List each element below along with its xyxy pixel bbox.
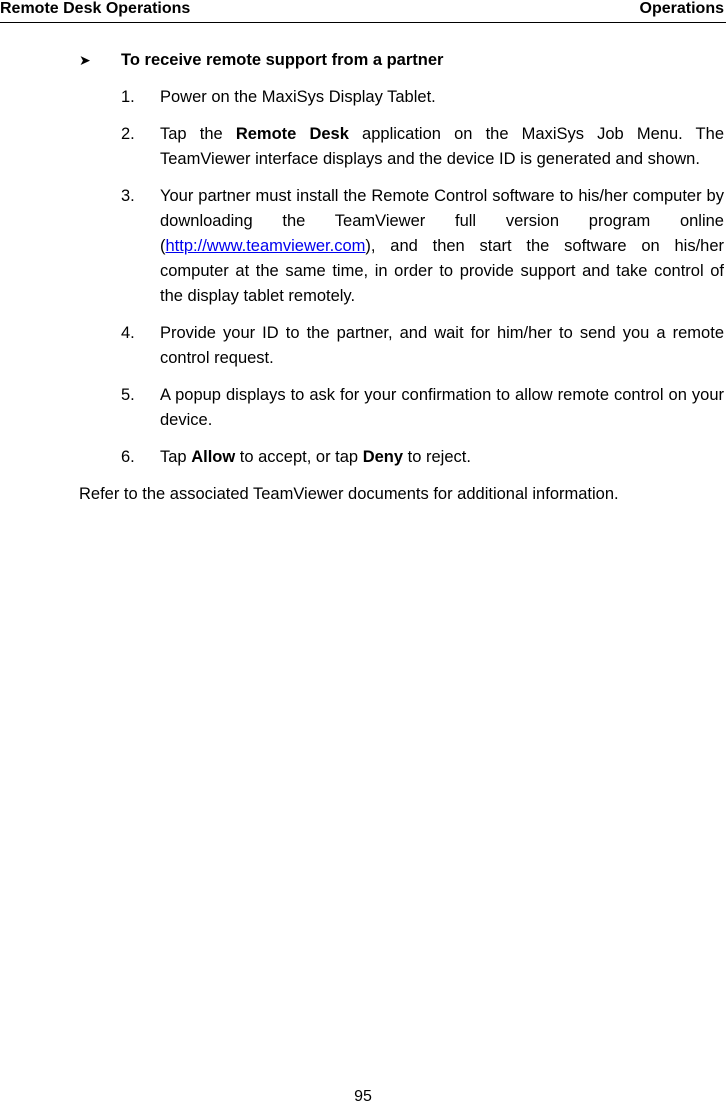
step-item [0, 85, 726, 110]
section-heading-text: To receive remote support from a partner [121, 51, 444, 69]
step-text [160, 321, 724, 371]
step-text-span: ), and then start the software on his/her computer at the same time, in order to provide support and take control of the display tablet remotely. [160, 237, 724, 305]
header-section-title: Remote Desk Operations [0, 0, 191, 17]
teamviewer-link[interactable]: http://www.teamviewer.com [165, 237, 366, 255]
closing-paragraph: Refer to the associated TeamViewer documents for additional information. [79, 485, 619, 503]
page-header [0, 0, 726, 23]
step-item [0, 321, 726, 371]
step-text-span: Tap the [160, 125, 236, 143]
step-text [160, 184, 724, 309]
step-text [160, 383, 724, 433]
step-number: 6. [121, 448, 135, 466]
step-number: 1. [121, 88, 135, 106]
step-text-span: application on the MaxiSys Job Menu. The TeamViewer interface displays and the device ID is generated and shown. [160, 125, 724, 168]
step-text-span: to accept, or tap [235, 448, 363, 466]
step-item [0, 184, 726, 309]
allow-term: Allow [191, 448, 236, 466]
header-chapter-title: Operations [639, 0, 724, 17]
step-text-span: Tap [160, 448, 192, 466]
step-item [0, 383, 726, 433]
step-text-span: Provide your ID to the partner, and wait for him/her to send you a remote control request. [160, 324, 724, 367]
deny-term: Deny [362, 448, 404, 466]
step-text [160, 85, 724, 110]
steps-list [0, 85, 726, 470]
step-item [0, 122, 726, 172]
page-content [0, 48, 726, 507]
step-number: 3. [121, 187, 135, 205]
step-number: 5. [121, 386, 135, 404]
page-number: 95 [354, 1088, 372, 1105]
arrow-right-icon: ➤ [79, 52, 91, 68]
step-text-span: A popup displays to ask for your confirmation to allow remote control on your device. [160, 386, 724, 429]
step-text-span: Power on the MaxiSys Display Tablet. [160, 88, 436, 106]
step-number: 2. [121, 125, 135, 143]
step-number: 4. [121, 324, 135, 342]
section-heading [0, 48, 726, 73]
step-text-span: Your partner must install the Remote Control software to his/her computer by downloading the TeamViewer full version program online ( [160, 187, 724, 255]
step-item [0, 445, 726, 470]
step-text-span: to reject. [403, 448, 471, 466]
step-bold-term: Remote Desk [235, 125, 349, 143]
step-text [160, 122, 724, 172]
step-text [160, 445, 724, 470]
